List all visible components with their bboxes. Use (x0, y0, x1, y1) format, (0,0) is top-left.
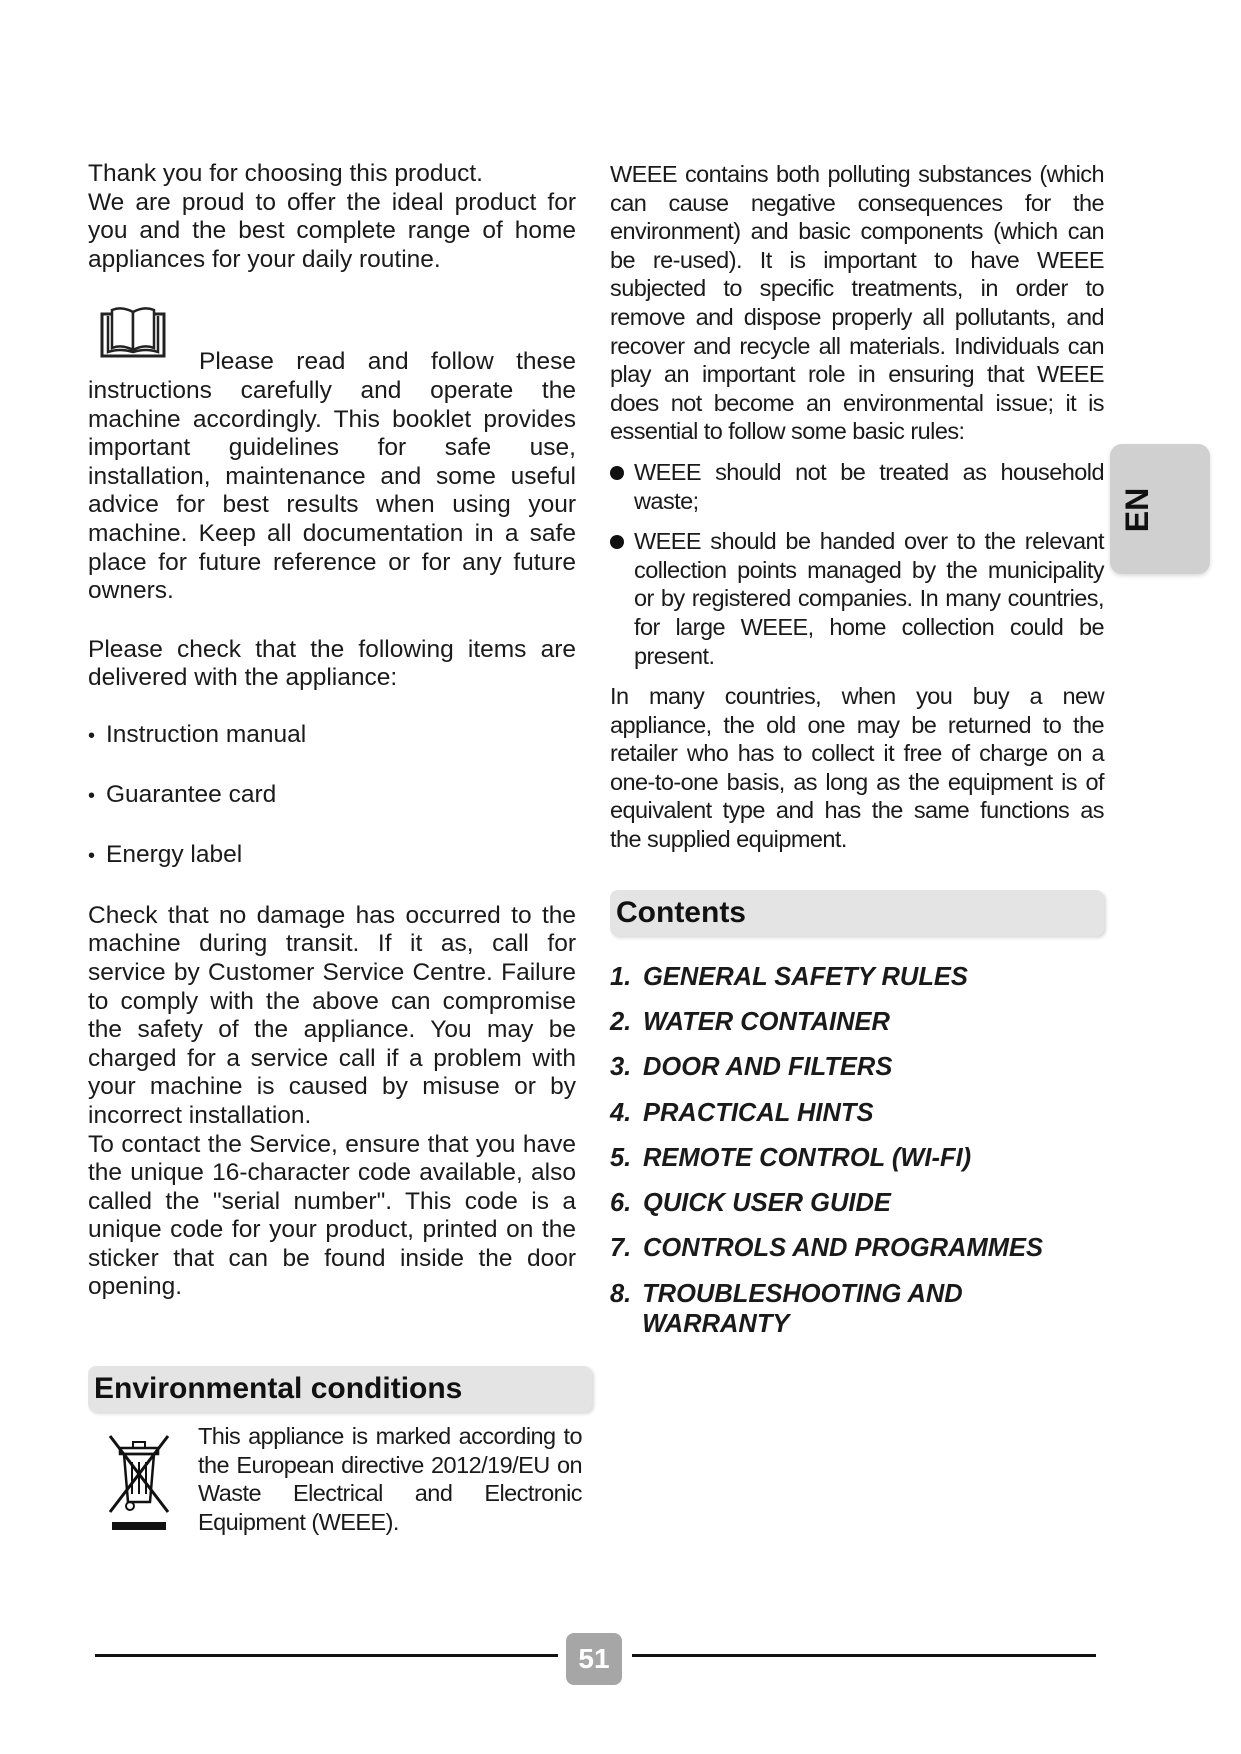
toc-item[interactable]: 7. CONTROLS AND PROGRAMMES (610, 1234, 1043, 1263)
delivered-items-list (88, 721, 576, 870)
page-number: 51 (566, 1633, 622, 1685)
toc-item[interactable]: 8. TROUBLESHOOTING AND WARRANTY (610, 1279, 963, 1338)
contact-text: To contact the Service, ensure that you have the unique 16-character code available, also called the "serial number". This code is a unique code for your product, printed on the sticker that can be found inside the door opening. (88, 1130, 576, 1301)
toc-item[interactable]: 3. DOOR AND FILTERS (610, 1053, 893, 1082)
read-instructions-text: Please read and follow these instructions carefully and operate the machine accordingly. This booklet provides important guidelines for safe use, installation, maintenance and some useful advice for best results when using your machine. Keep all documentation in a safe place for future reference or for any future owners. (88, 348, 576, 605)
toc-item[interactable]: 2. WATER CONTAINER (610, 1007, 890, 1036)
contents-heading: Contents (610, 890, 1104, 936)
book-icon (100, 304, 166, 360)
left-column (88, 160, 576, 1302)
footer-rule-right (632, 1654, 1096, 1657)
list-item: • Instruction manual (88, 720, 307, 748)
bullet-icon (610, 466, 624, 480)
environmental-conditions-text: This appliance is marked according to the European directive 2012/19/EU on Waste Electrical and Electronic Equipment (WEEE). (198, 1423, 582, 1535)
intro-text-2: We are proud to offer the ideal product for you and the best complete range of home appliances for your daily routine. (88, 188, 576, 273)
list-item: WEEE should not be treated as household waste; (610, 458, 1104, 515)
damage-text: Check that no damage has occurred to the machine during transit. If it as, call for service by Customer Service Centre. Failure to comply with the above can compromise the safety of the appliance. You may be charged for a service call if a problem with your machine is caused by misuse or by incorrect installation. (88, 901, 576, 1129)
list-item: • Guarantee card (88, 781, 277, 809)
toc-item[interactable]: 6. QUICK USER GUIDE (610, 1189, 891, 1218)
weee-intro-text: WEEE contains both polluting substances (which can cause negative consequences for the environment) and basic components (which can be re-used). It is important to have WEEE subjected to specific treatments, in order to remove and dispose properly all pollutants, and recover and recycle all materials. Individuals can play an important role in ensuring that WEEE does not become an environmental issue; it is essential to follow some basic rules: (610, 161, 1104, 445)
right-column (610, 160, 1104, 1338)
language-tab-label: EN (1119, 487, 1155, 533)
toc-item[interactable]: 5. REMOTE CONTROL (WI-FI) (610, 1143, 972, 1172)
toc-item[interactable]: 1. GENERAL SAFETY RULES (610, 962, 968, 991)
crossed-out-bin-icon (106, 1432, 172, 1532)
read-instructions-block (88, 304, 576, 605)
footer-rule-left (95, 1654, 558, 1657)
list-item: WEEE should be handed over to the relevant collection points managed by the municipality or by registered companies. In many countries, for large WEEE, home collection could be present. (610, 527, 1104, 670)
retailer-text: In many countries, when you buy a new appliance, the old one may be returned to the retailer who has to collect it free of charge on a one-to-one basis, as long as the equipment is of equivalent type and has the same functions as the supplied equipment. (610, 683, 1104, 853)
toc-item[interactable]: 4. PRACTICAL HINTS (610, 1098, 874, 1127)
intro-text: Thank you for choosing this product. (88, 160, 483, 187)
environmental-conditions-body (106, 1422, 582, 1536)
list-item: • Energy label (88, 841, 243, 869)
table-of-contents (610, 962, 1104, 1338)
check-items-text: Please check that the following items are delivered with the appliance: (88, 635, 576, 692)
bullet-icon (610, 535, 624, 549)
environmental-conditions-heading: Environmental conditions (88, 1366, 592, 1412)
